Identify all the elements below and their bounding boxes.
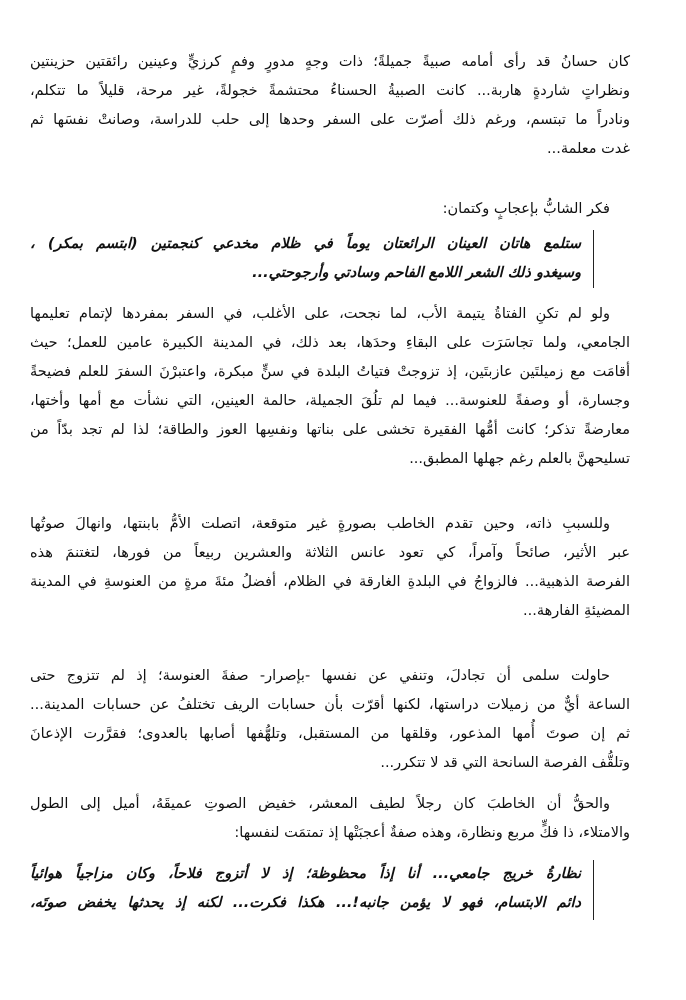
paragraph-line: وتلقُّف الفرصة السانحة التي قد لا تتكرر...	[380, 755, 630, 771]
paragraph-line: فكر الشابُّ بإعجابٍ وكتمان:	[442, 201, 610, 217]
paragraph-line: ولو لم تكنِ الفتاةُ يتيمة الأب، لما نجحت، على الأغلب، في السفر بمفردها لإتمام تعليمها	[30, 306, 610, 322]
paragraph-line: ثم إن صوتَ أُمها المذعور، وقلقها من المستقبل، وتلهُّفها أصابها بالعدوى؛ فقرَّرت الإذعانَ	[30, 726, 630, 742]
paragraph-1	[30, 48, 630, 164]
paragraph-6	[30, 790, 630, 848]
paragraph-line: المضيئةِ الفارهة...	[523, 603, 630, 619]
paragraph-4	[30, 510, 630, 626]
paragraph-line: والامتلاء، ذا فكٍّ مربع ونظارة، وهذه صفةٌ أعجبَتْها إذ تمتمَت لنفسها:	[234, 825, 630, 841]
paragraph-line: حاولت سلمى أن تجادلَ، وتنفي عن نفسها -بإصرار- صفةَ العنوسة؛ إذ لم تتزوج حتى	[30, 668, 610, 684]
quote-line: ستلمع هاتان العينان الرائعتان يوماً في ظلام مخدعي كنجمتين (ابتسم بمكر) ،	[30, 236, 581, 252]
paragraph-line: عبر الأثير، صائحاً وآمراً، كي تعود عانس الثلاثة والعشرين ربيعاً من فورها، لتغتنمَ هذه	[30, 545, 630, 561]
paragraph-line: الفرصة الذهبية... فالزواجُ في البلدةِ الغارقة في الظلام، أفضلُ مئةَ مرةٍ من العنوسةِ في المدينة	[30, 574, 630, 590]
paragraph-line: غدت معلمة...	[547, 141, 630, 157]
paragraph-line: الساعة أيٌّ من زميلات دراستها، لكنها أقرّت بأن حسابات الريف تختلفُ عن حسابات المدينة...	[30, 697, 630, 713]
paragraph-line: ونظراتٍ شاردةٍ هاربة... كانت الصبيةُ الحسناءُ محتشمةً خجولةً، غير مرحة، قليلاً ما تتكلم،	[30, 83, 630, 99]
paragraph-line: ونادراً ما تبتسم، ورغم ذلك أصرّت على السفر وحدها إلى حلب للدراسة، وصانتْ نفسَها ثم	[30, 112, 630, 128]
paragraph-line: تسليحهنَّ بالعلم رغم جهلها المطبق...	[409, 451, 630, 467]
paragraph-line: معارضةً تذكر؛ كانت أمُّها الفقيرة تخشى على بناتها ونفسِها العوز والطاقة؛ لذا لم تجد بدّاً من	[30, 422, 630, 438]
paragraph-2	[30, 195, 630, 224]
paragraph-line: والحقُّ أن الخاطبَ كان رجلاً لطيف المعشر، خفيض الصوتِ عميقَهُ، أميل إلى الطول	[30, 796, 610, 812]
quote-line: نظارةُ خريج جامعي... أنا إذاً محظوظة؛ إذ لا أتزوج فلاحاً، وكان مزاجياً هوائياً	[30, 866, 581, 882]
quote-block-1	[30, 230, 594, 288]
paragraph-line: وللسببِ ذاته، وحين تقدم الخاطب بصورةٍ غير متوقعة، اتصلت الأمُّ بابنتها، وانهالَ صوتُها	[30, 516, 610, 532]
paragraph-line: وجسارة، أو وصفةً للعنوسة... فيما لم تلُقَ الجميلة، حالمة العينين، التي نشأت مع أمها وأختها،	[30, 393, 630, 409]
quote-block-2	[30, 860, 594, 920]
quote-line: وسيغدو ذلك الشعر اللامع الفاحم وسادتي وأرجوحتي...	[252, 265, 581, 281]
quote-line: دائم الابتسام، فهو لا يؤمن جانبه!... هكذا فكرت... لكنه إذ يحدثها يخفض صوتَه،	[30, 895, 581, 911]
paragraph-5	[30, 662, 630, 778]
paragraph-3	[30, 300, 630, 474]
paragraph-line: الجامعي، ولما تجاسَرَت على البقاءِ وحدَها، بعد ذلك، في المدينة الكبيرة عامين للعمل؛ حيث	[30, 335, 630, 351]
paragraph-line: كان حسانُ قد رأى أمامه صبيةً جميلةً؛ ذات وجهٍ مدورٍ وفمٍ كرزيٍّ وعينين رائقتين حزينتين	[30, 54, 630, 70]
paragraph-line: أقامَت مع زميلتَين عازبتَين، إذ تزوجتْ فتياتُ البلدة في سنٍّ مبكرة، واعتبرْنَ السفرَ للعلم فضيحةً	[30, 364, 630, 380]
